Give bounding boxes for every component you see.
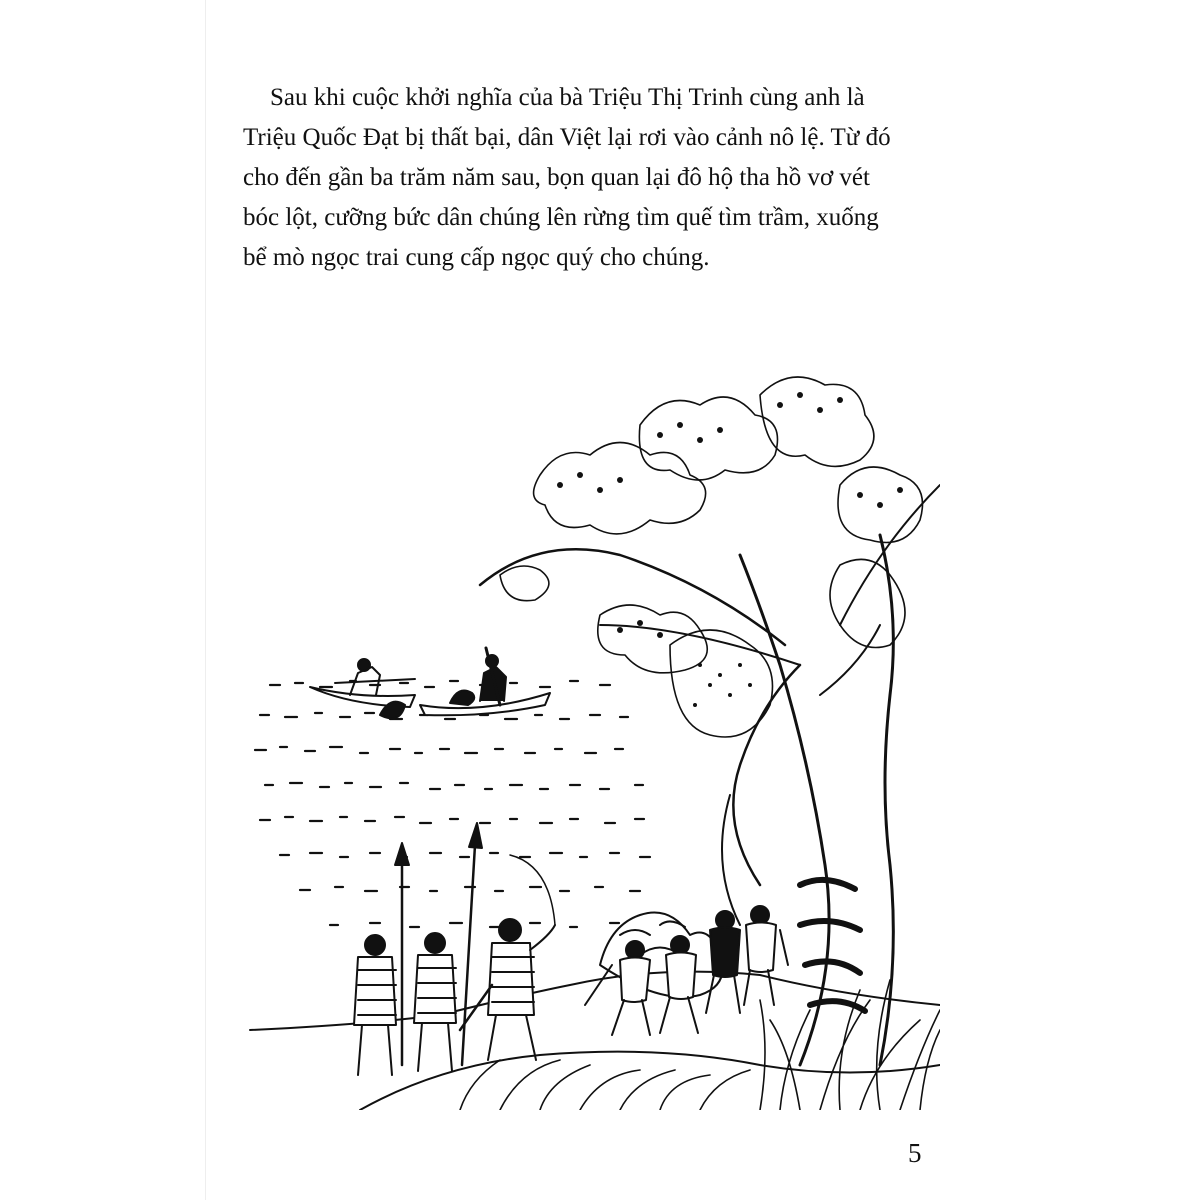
paragraph-line: cho đến gần ba trăm năm sau, bọn quan lại đô hộ tha hồ vơ vét: [243, 164, 870, 191]
body-paragraph: [243, 78, 933, 278]
soldier-left: [354, 843, 409, 1075]
paragraph-line: bóc lột, cưỡng bức dân chúng lên rừng tìm quế tìm trầm, xuống: [243, 204, 879, 231]
soldier-middle: [414, 823, 482, 1071]
page-number: 5: [908, 1138, 922, 1168]
laborers: [585, 906, 788, 1035]
paragraph-line: bể mò ngọc trai cung cấp ngọc quý cho chúng.: [243, 244, 710, 271]
boat-with-guard: [420, 648, 550, 715]
laborer-3: [706, 911, 740, 1013]
soldier-with-whip: [460, 855, 555, 1060]
laborer-2: [660, 936, 698, 1033]
laborer-4: [744, 906, 788, 1005]
laborer-1: [585, 941, 650, 1035]
boat-with-diver: [310, 659, 415, 718]
ink-illustration: [240, 365, 940, 1110]
soldiers: [354, 823, 555, 1075]
paragraph-line: Triệu Quốc Đạt bị thất bại, dân Việt lại rơi vào cảnh nô lệ. Từ đó: [243, 124, 891, 151]
page-edge: [205, 0, 206, 1200]
large-tree: [480, 485, 940, 1065]
rocks: [600, 913, 723, 998]
shore: [250, 972, 940, 1110]
paragraph-line: Sau khi cuộc khởi nghĩa của bà Triệu Thị Trinh cùng anh là: [270, 84, 865, 111]
water-surface: [255, 681, 650, 927]
tree-foliage: [500, 377, 923, 737]
leaf-texture: [557, 392, 903, 707]
